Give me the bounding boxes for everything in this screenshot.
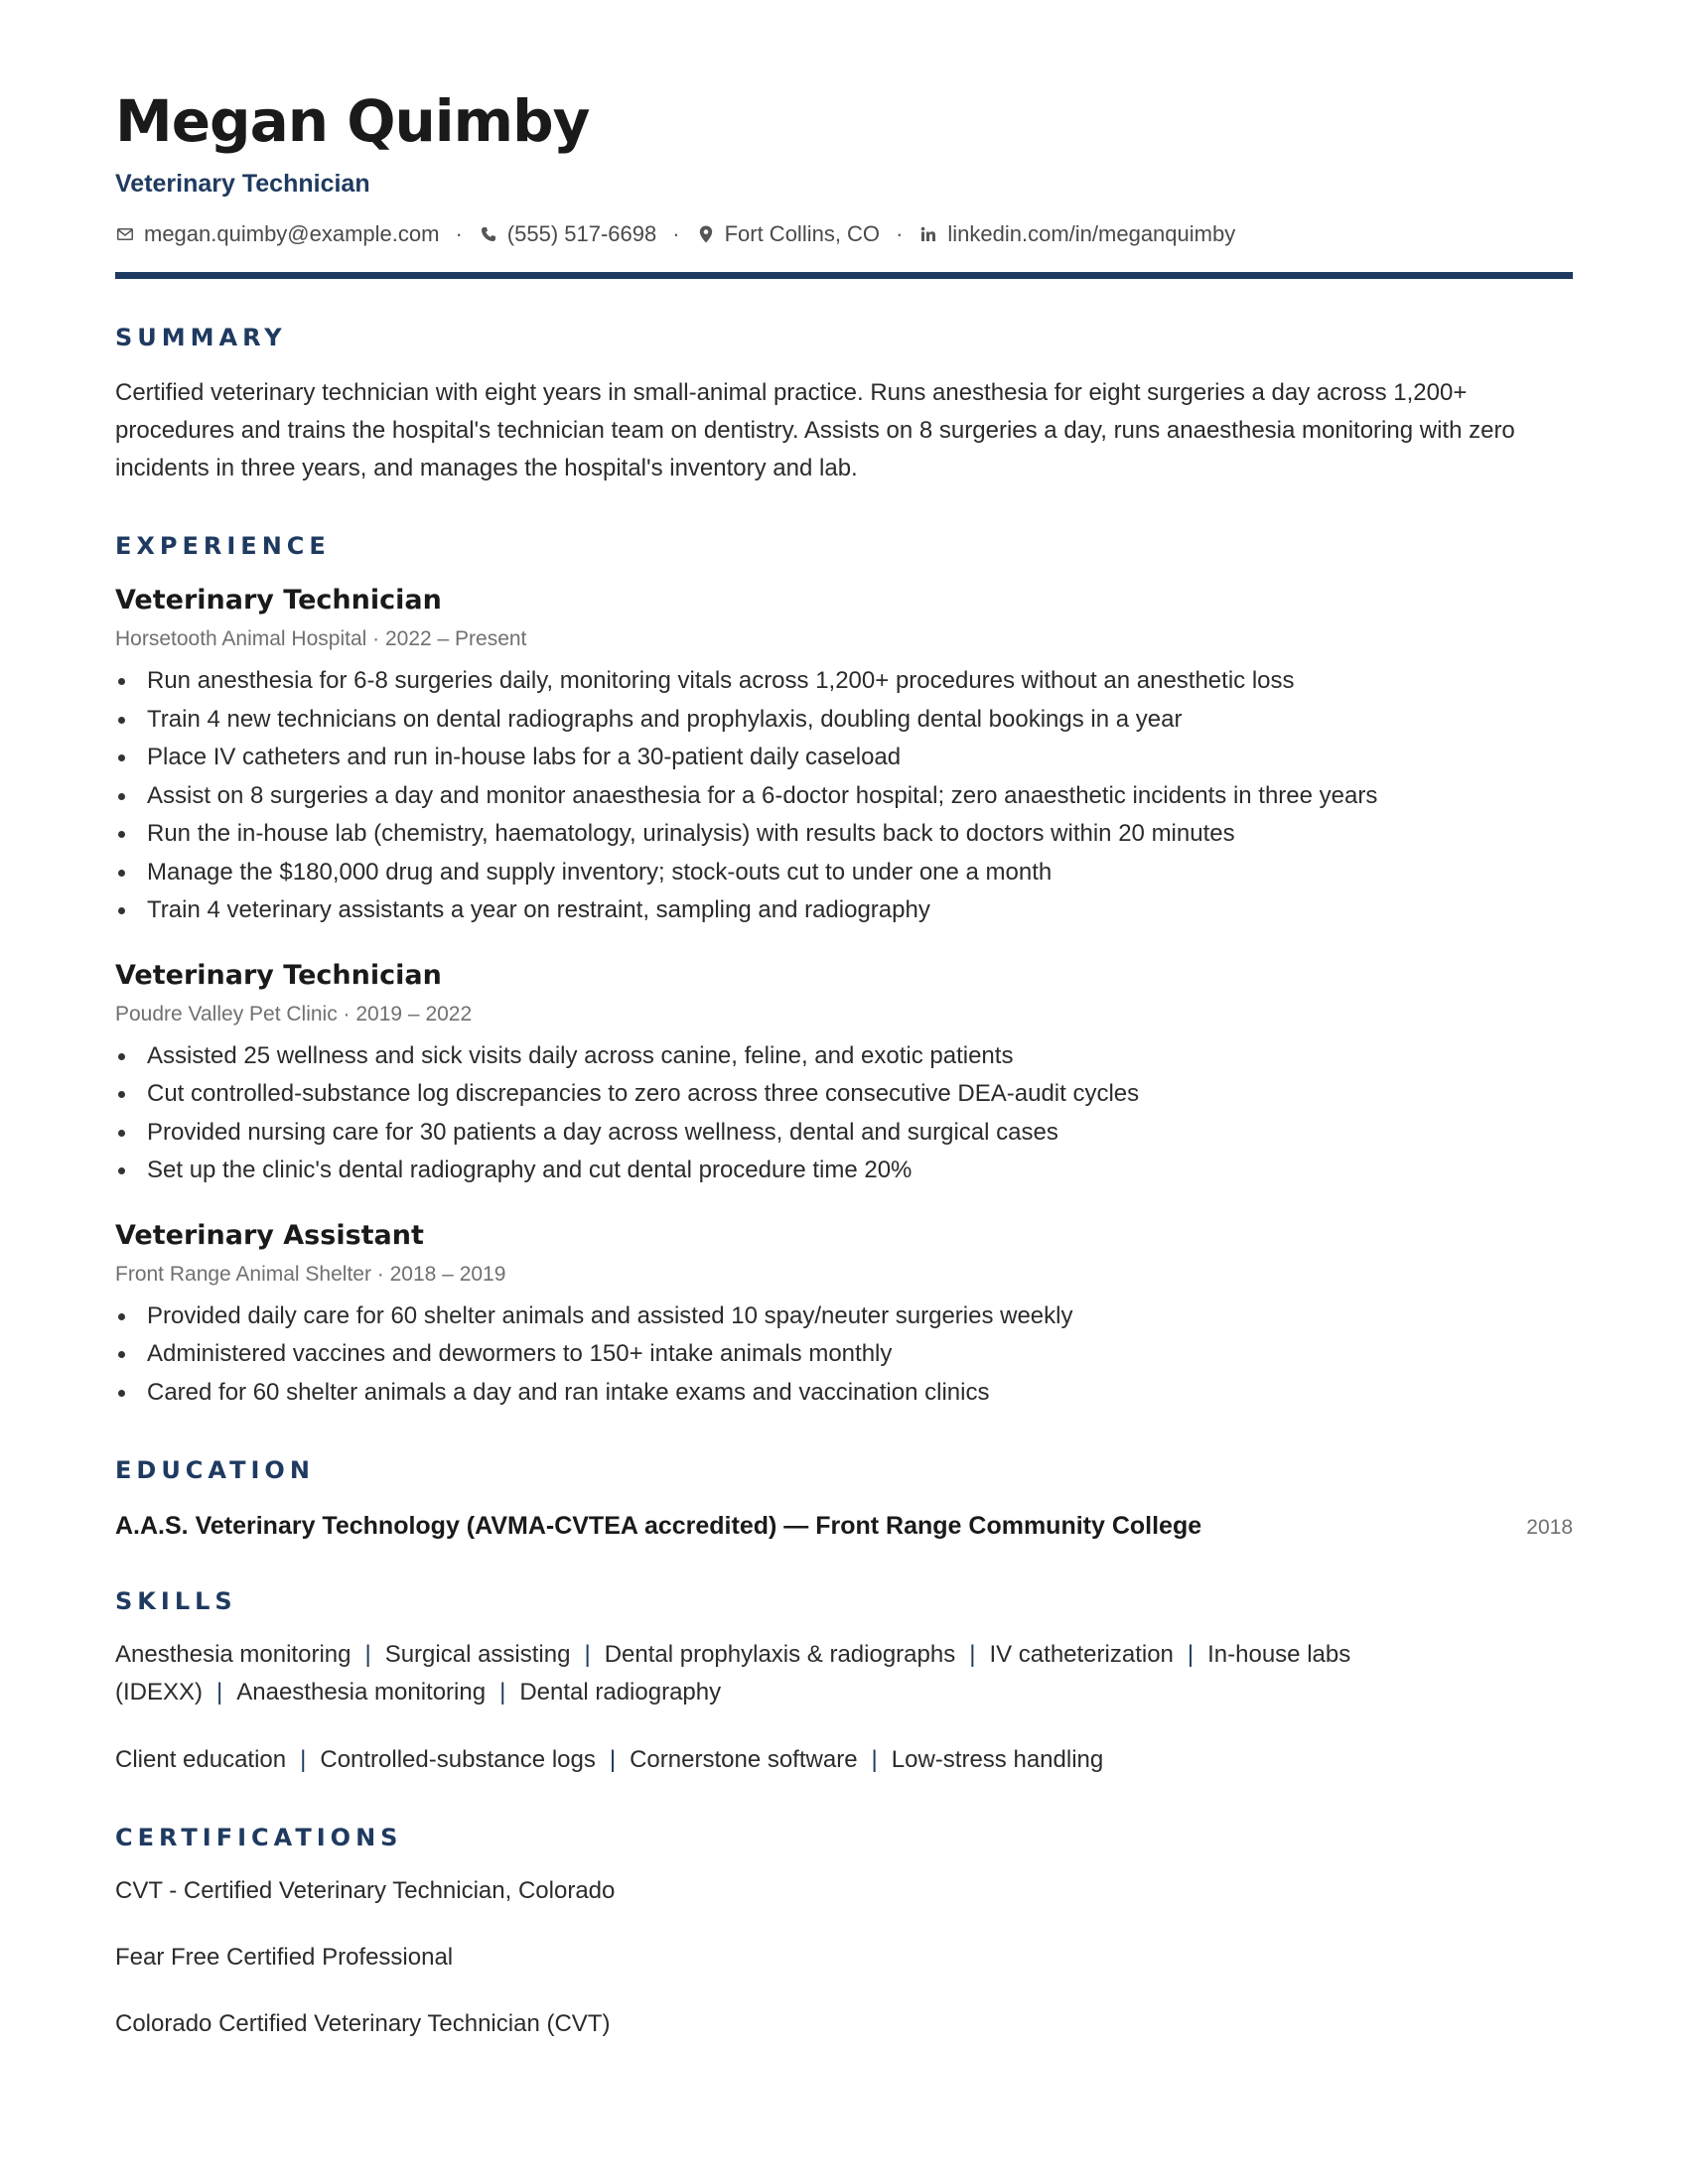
education-entry: [115, 1509, 1573, 1543]
job-bullets: [115, 1297, 1573, 1413]
experience-heading: EXPERIENCE: [115, 532, 331, 560]
certification-item: Colorado Certified Veterinary Technician (CVT): [115, 2010, 611, 2037]
skills-heading: SKILLS: [115, 1587, 237, 1615]
education-heading: EDUCATION: [115, 1456, 315, 1484]
skill-separator: |: [216, 1679, 223, 1706]
skill-separator: |: [1187, 1641, 1195, 1668]
job-bullet: Train 4 new technicians on dental radiographs and prophylaxis, doubling dental bookings in a year: [115, 701, 1573, 740]
certification-item: Fear Free Certified Professional: [115, 1944, 454, 1971]
contact-location: [696, 219, 880, 249]
job-bullet: Provided nursing care for 30 patients a day across wellness, dental and surgical cases: [115, 1114, 1573, 1153]
certifications-heading: CERTIFICATIONS: [115, 1824, 403, 1851]
education-degree: A.A.S. Veterinary Technology (AVMA-CVTEA accredited) — Front Range Community College: [115, 1512, 1202, 1540]
job-bullet: Assisted 25 wellness and sick visits daily across canine, feline, and exotic patients: [115, 1037, 1573, 1076]
job-bullet: Train 4 veterinary assistants a year on restraint, sampling and radiography: [115, 891, 1573, 930]
job-title: Veterinary Assistant: [115, 1219, 424, 1251]
skill-separator: |: [871, 1746, 878, 1773]
job-bullet: Cared for 60 shelter animals a day and ran intake exams and vaccination clinics: [115, 1374, 1573, 1413]
location-text: Fort Collins, CO: [724, 221, 881, 246]
job-bullet: Set up the clinic's dental radiography and cut dental procedure time 20%: [115, 1152, 1573, 1190]
skill-item: Client education: [115, 1746, 287, 1773]
skill-item: Anesthesia monitoring: [115, 1641, 352, 1668]
job-bullet: Administered vaccines and dewormers to 150+ intake animals monthly: [115, 1335, 1573, 1374]
skill-separator: |: [300, 1746, 307, 1773]
email-text: megan.quimby@example.com: [144, 221, 440, 246]
phone-text: (555) 517-6698: [506, 221, 657, 246]
job-entry: [115, 958, 1573, 1190]
skills-line: [115, 1741, 1426, 1779]
summary-heading: SUMMARY: [115, 324, 287, 351]
job-bullet: Run the in-house lab (chemistry, haematology, urinalysis) with results back to doctors within 20 minutes: [115, 815, 1573, 854]
job-bullet: Cut controlled-substance log discrepancies to zero across three consecutive DEA-audit cycles: [115, 1075, 1573, 1114]
skill-item: Surgical assisting: [384, 1641, 571, 1668]
job-bullet: Manage the $180,000 drug and supply inventory; stock-outs cut to under one a month: [115, 854, 1573, 892]
skill-item: Low-stress handling: [891, 1746, 1104, 1773]
skill-item: Controlled-substance logs: [320, 1746, 596, 1773]
job-bullet: Assist on 8 surgeries a day and monitor anaesthesia for a 6-doctor hospital; zero anaesthetic incidents in three years: [115, 777, 1573, 816]
skill-item: IV catheterization: [989, 1641, 1174, 1668]
job-entry: [115, 583, 1573, 930]
summary-text: Certified veterinary technician with eight years in small-animal practice. Runs anesthesia for eight surgeries a day across 1,200+ procedures and trains the hospital's technician team on dentistry. Assists on 8 surgeries a day, runs anaesthesia monitoring with zero incidents in three years, and manages the hospital's inventory and lab.: [115, 379, 1515, 481]
job-entry: [115, 1218, 1573, 1413]
job-title: Veterinary Technician: [115, 585, 442, 615]
linkedin-text: linkedin.com/in/meganquimby: [947, 221, 1236, 246]
job-bullets: [115, 662, 1573, 930]
job-meta: Front Range Animal Shelter · 2018 – 2019: [115, 1262, 506, 1286]
job-meta: Poudre Valley Pet Clinic · 2019 – 2022: [115, 1002, 473, 1025]
job-bullet: Place IV catheters and run in-house labs for a 30-patient daily caseload: [115, 739, 1573, 777]
candidate-name: Megan Quimby: [115, 87, 590, 155]
job-bullet: Provided daily care for 60 shelter animals and assisted 10 spay/neuter surgeries weekly: [115, 1297, 1573, 1336]
skills-line: [115, 1636, 1426, 1711]
certification-item: CVT - Certified Veterinary Technician, Colorado: [115, 1877, 616, 1904]
job-meta: Horsetooth Animal Hospital · 2022 – Present: [115, 627, 527, 650]
contact-phone[interactable]: [479, 219, 656, 249]
envelope-icon: [115, 224, 135, 244]
education-year: 2018: [1526, 1516, 1573, 1539]
candidate-role: Veterinary Technician: [115, 170, 370, 198]
header-divider: [115, 272, 1573, 279]
skill-item: Anaesthesia monitoring: [236, 1679, 487, 1706]
skill-item: Dental prophylaxis & radiographs: [604, 1641, 956, 1668]
contact-separator: ·: [455, 221, 463, 246]
contact-email[interactable]: [115, 219, 439, 249]
skill-item: Dental radiography: [519, 1679, 722, 1706]
linkedin-icon: [918, 224, 938, 244]
job-bullet: Run anesthesia for 6-8 surgeries daily, monitoring vitals across 1,200+ procedures without an anesthetic loss: [115, 662, 1573, 701]
contact-separator: ·: [896, 221, 904, 246]
skill-item: Cornerstone software: [630, 1746, 858, 1773]
contact-separator: ·: [672, 221, 680, 246]
skill-separator: |: [609, 1746, 617, 1773]
contact-bar: [115, 219, 1573, 249]
skill-separator: |: [499, 1679, 506, 1706]
job-bullets: [115, 1037, 1573, 1190]
phone-icon: [479, 224, 498, 244]
map-pin-icon: [696, 224, 716, 244]
job-title: Veterinary Technician: [115, 959, 442, 991]
skill-separator: |: [969, 1641, 976, 1668]
skill-separator: |: [584, 1641, 591, 1668]
skill-separator: |: [364, 1641, 371, 1668]
skill-item: In-house labs (IDEXX): [115, 1641, 1351, 1706]
contact-linkedin[interactable]: [918, 219, 1235, 249]
